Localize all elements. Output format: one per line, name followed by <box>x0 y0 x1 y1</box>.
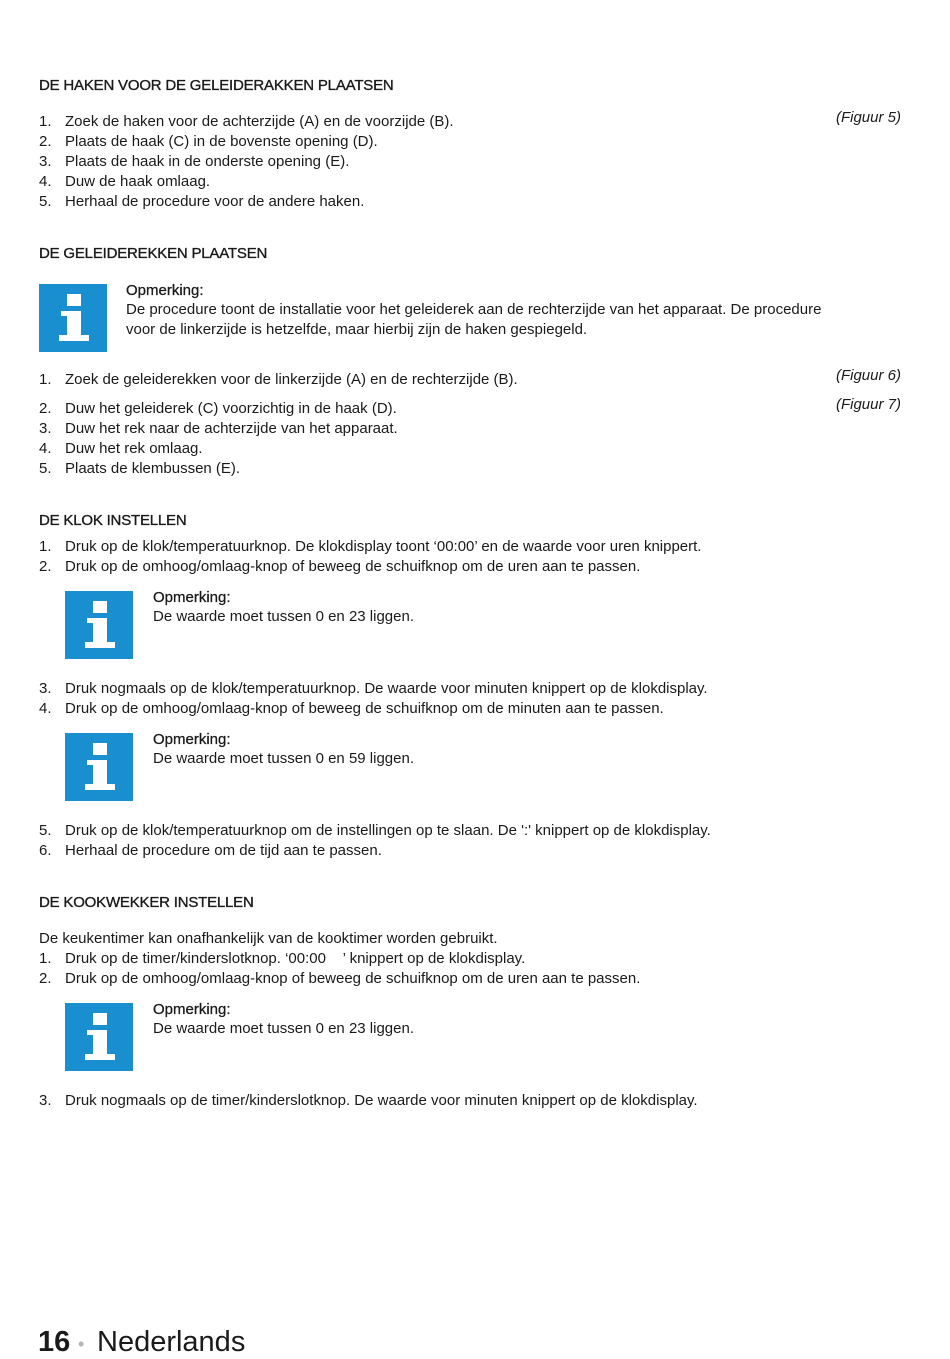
info-icon <box>65 733 133 801</box>
note-title: Opmerking: <box>153 731 231 748</box>
section-title-clock: DE KLOK INSTELLEN <box>39 512 187 529</box>
note-text: De waarde moet tussen 0 en 59 liggen. <box>153 750 414 767</box>
info-icon <box>65 1003 133 1071</box>
figure-ref-6: (Figuur 6) <box>835 367 901 384</box>
section-title-hooks: DE HAKEN VOOR DE GELEIDERAKKEN PLAATSEN <box>39 77 394 94</box>
figure-ref-5: (Figuur 5) <box>835 109 901 126</box>
note-text: De waarde moet tussen 0 en 23 liggen. <box>153 608 414 625</box>
info-icon <box>39 284 107 352</box>
note-text: voor de linkerzijde is hetzelfde, maar hierbij zijn de haken gespiegeld. <box>126 321 588 338</box>
section-title-timer: DE KOOKWEKKER INSTELLEN <box>39 894 254 911</box>
figure-ref-7: (Figuur 7) <box>835 396 901 413</box>
note-text: De procedure toont de installatie voor het geleiderek aan de rechterzijde van het apparaat. De procedure <box>126 301 822 318</box>
footer-language: Nederlands <box>97 1326 246 1358</box>
info-icon <box>65 591 133 659</box>
note-title: Opmerking: <box>153 589 231 606</box>
note-title: Opmerking: <box>126 282 204 299</box>
footer-separator: • <box>78 1334 85 1354</box>
page-number: 16 <box>38 1326 71 1358</box>
intro-text: De keukentimer kan onafhankelijk van de kooktimer worden gebruikt. <box>39 930 498 947</box>
note-text: De waarde moet tussen 0 en 23 liggen. <box>153 1020 414 1037</box>
section-title-racks: DE GELEIDEREKKEN PLAATSEN <box>39 245 268 262</box>
note-title: Opmerking: <box>153 1001 231 1018</box>
